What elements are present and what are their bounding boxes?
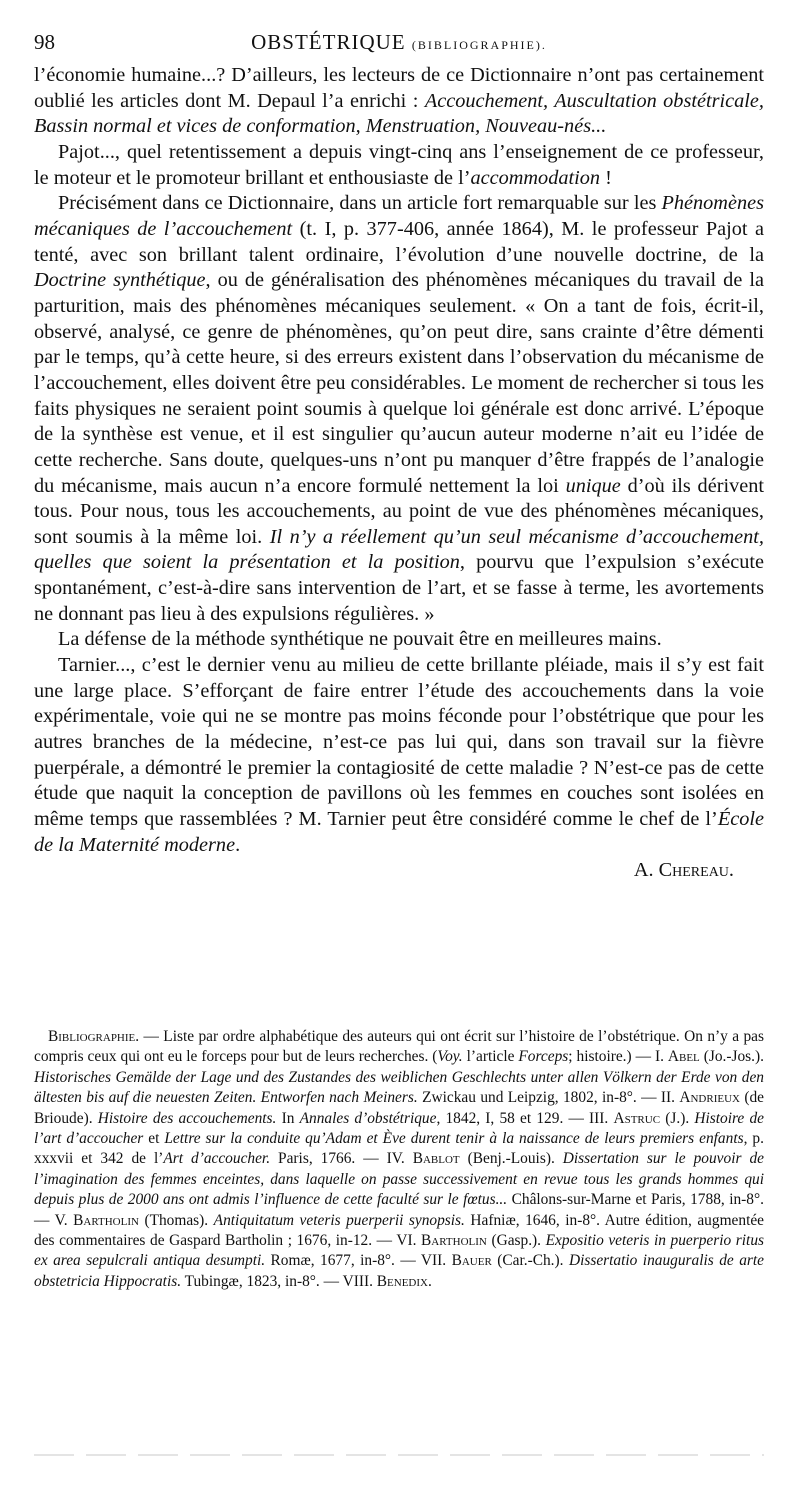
italic-run: Phénomènes mécaniques de l’accouchement — [34, 192, 764, 240]
bibliography-heading: Bibliographie. — [48, 1028, 140, 1045]
text-run: , ou de généralisation des phénomènes mécaniques du travail de la parturition, mais des phénomènes mécaniques seulement. « On a tant de fois, écrit-il, observé, analysé, ce genre de phénomènes, qu’on peut dire, sans crainte d’être démenti par le temps, qu’à cette heure, si des erreurs existent dans l’observation du mécanisme de l’accouchement, elles doivent être peu considérables. Le moment de rechercher si tous les faits physiques ne seraient point soumis à quelque loi générale est donc arrivé. L’époque de la synthèse est venue, et il est singulier qu’aucun auteur moderne n’ait eu l’idée de cette recherche. Sans doute, quelques-uns n’ont pu manquer d’être frappés de l’analogie du mécanisme, mais aucun n’a encore formulé nettement la loi — [34, 269, 764, 497]
work-title: Antiquitatum veteris puerperii synopsis. — [213, 1211, 465, 1229]
author-name: Andrieux — [679, 1089, 740, 1107]
italic-run: Il n’y a réellement qu’un seul mécanisme d’accouchement, quelles que soient la présentation et la position — [34, 525, 764, 574]
italic-run: Forceps — [518, 1048, 569, 1066]
text-run: In — [276, 1109, 300, 1127]
text-run: . — [235, 833, 241, 856]
work-title: Dissertation sur le pouvoir de l’imagination des femmes enceintes, dans laquelle on passe successivement en revue tous les grands hommes qui depuis plus de 2000 ans ont admis l’influence de cette faculté sur le fœtus... — [34, 1150, 764, 1209]
work-title: Art d’accoucher. — [163, 1150, 271, 1168]
paragraph-pajot — [34, 140, 764, 191]
author-name: Bauer — [451, 1252, 492, 1270]
italic-run: Accouchement, Auscultation obstétricale, Bassin normal et vices de conformation, Menstruation, Nouveau-nés... — [34, 89, 764, 138]
text-run: (Thomas). — [138, 1211, 214, 1229]
work-title: Annales d’obstétrique — [299, 1109, 437, 1127]
author-name: Bablot — [412, 1150, 460, 1168]
italic-run: Doctrine synthétique — [34, 269, 206, 292]
text-run: Tarnier..., c’est le dernier venu au milieu de cette brillante pléiade, mais il s’y est fait une large place. S’efforçant de faire entrer l’étude des accouchements dans la voie expérimentale, voie qui ne se montre pas moins féconde pour l’obstétrique que pour les autres branches de la médecine, n’est-ce pas lui qui, dans son travail sur la fièvre puerpérale, a démontré le premier la contagiosité de cette maladie ? N’est-ce pas de cette étude que naquit la conception de pavillons où les femmes en couches sont isolées en même temps que rassemblées ? M. Tarnier peut être considéré comme le chef de l’ — [34, 654, 764, 831]
author-name: Bartholin — [73, 1211, 139, 1229]
text-run: , pourvu que l’expulsion s’exécute spontanément, c’est-à-dire sans intervention de l’art, et se fasse à terme, les avortements ne donnant pas lieu à des expulsions régulières. » — [34, 551, 764, 625]
running-title-main: OBSTÉTRIQUE — [251, 30, 406, 54]
text-run: Châlons-sur-Marne et Paris, 1788, in-8°. — V. — [34, 1191, 765, 1229]
page-number: 98 — [34, 30, 55, 54]
page-header — [34, 30, 764, 60]
work-title: Dissertatio inauguralis de arte obstetricia Hippocratis. — [34, 1252, 764, 1290]
text-run: (Benj.-Louis). — [459, 1150, 563, 1168]
main-text — [34, 63, 765, 882]
text-run: (Jo.-Jos.). — [699, 1048, 764, 1066]
paragraph-doctrine — [34, 191, 764, 627]
text-run: Précisément dans ce Dictionnaire, dans un article fort remarquable sur les — [58, 192, 662, 215]
author-name: Bartholin — [421, 1232, 487, 1250]
text-run: d’où ils dérivent tous. Pour nous, tous les accouchements, au point de vue des phénomènes mécaniques, sont soumis à la même loi. — [34, 474, 765, 548]
text-run: Hafniæ, 1646, in-8°. Autre édition, augmentée des commentaires de Gaspard Bartholin ; 1676, in-12. — VI. — [34, 1211, 765, 1250]
text-run: (Gasp.). — [486, 1232, 546, 1250]
work-title: Expositio veteris in puerperio ritus ex area sepulcrali antiqua desumpti. — [34, 1232, 765, 1270]
italic-run: École de la Maternité moderne — [34, 808, 764, 856]
text-run: l’économie humaine...? D’ailleurs, les lecteurs de ce Dictionnaire n’ont pas certainement oublié les articles dont M. Depaul l’a enrichi : — [34, 64, 764, 112]
text-run: Romæ, 1677, in-8°. — VII. — [265, 1252, 452, 1270]
text-run: (J.). — [660, 1109, 695, 1127]
work-title: Lettre sur la conduite qu’Adam et Ève durent tenir à la naissance de leurs premiers enfants — [164, 1130, 744, 1148]
text-run: ! — [600, 166, 612, 189]
paragraph-defense: La défense de la méthode synthétique ne pouvait être en meilleures mains. — [58, 628, 662, 651]
author-name: Astruc — [613, 1109, 661, 1127]
work-title: Histoire de l’art d’accoucher — [34, 1109, 764, 1148]
work-title: Histoire des accouchements. — [97, 1109, 277, 1127]
text-run: l’article — [462, 1048, 519, 1066]
text-run: , p. xxxvii et 342 de l’ — [34, 1130, 764, 1168]
text-run: (Car.-Ch.). — [491, 1252, 569, 1270]
running-title — [34, 30, 764, 55]
author-signature: A. Chereau. — [633, 859, 734, 882]
text-run: Zwickau und Leipzig, 1802, in-8°. — II. — [417, 1089, 680, 1107]
faded-bleed-through-line — [34, 1454, 764, 1456]
text-run: Pajot..., quel retentissement a depuis vingt-cinq ans l’enseignement de ce professeur, le moteur et le promoteur brillant et enthousiaste de l’ — [34, 140, 764, 189]
text-run: et — [143, 1130, 165, 1148]
author-name: Abel — [667, 1048, 700, 1066]
text-run: (de Brioude). — [34, 1089, 765, 1127]
bibliography-paragraph — [34, 1027, 764, 1292]
paragraph-depaul — [34, 63, 764, 140]
text-run: , 1842, I, 58 et 129. — III. — [436, 1109, 614, 1127]
text-run: Paris, 1766. — IV. — [270, 1150, 413, 1168]
italic-run: unique — [565, 474, 621, 497]
italic-run: Voy. — [437, 1048, 463, 1066]
paragraph-tarnier — [34, 653, 764, 858]
text-run: Tubingæ, 1823, in-8°. — VIII. — [181, 1272, 377, 1290]
bibliography-section — [34, 1027, 764, 1292]
text-run: (t. I, p. 377-406, année 1864), M. le professeur Pajot a tenté, avec son brillant talent ordinaire, l’évolution d’une nouvelle doctrine, de la — [34, 217, 764, 266]
italic-run: accommodation — [470, 166, 601, 189]
work-title: Historisches Gemälde der Lage und des Zustandes des weiblichen Geschlechts unter allen Völkern der Erde von den ältesten bis auf die neuesten Zeiten. Entworfen nach Meiners. — [34, 1068, 764, 1107]
text-run: — Liste par ordre alphabétique des auteurs qui ont écrit sur l’histoire de l’obstétrique. On n’y a pas compris ceux qui ont eu le forceps pour but de leurs recherches. ( — [34, 1028, 764, 1066]
running-title-sub: (BIBLIOGRAPHIE). — [411, 38, 547, 52]
text-run: ; histoire.) — I. — [568, 1048, 668, 1066]
author-name: Benedix. — [376, 1272, 432, 1290]
